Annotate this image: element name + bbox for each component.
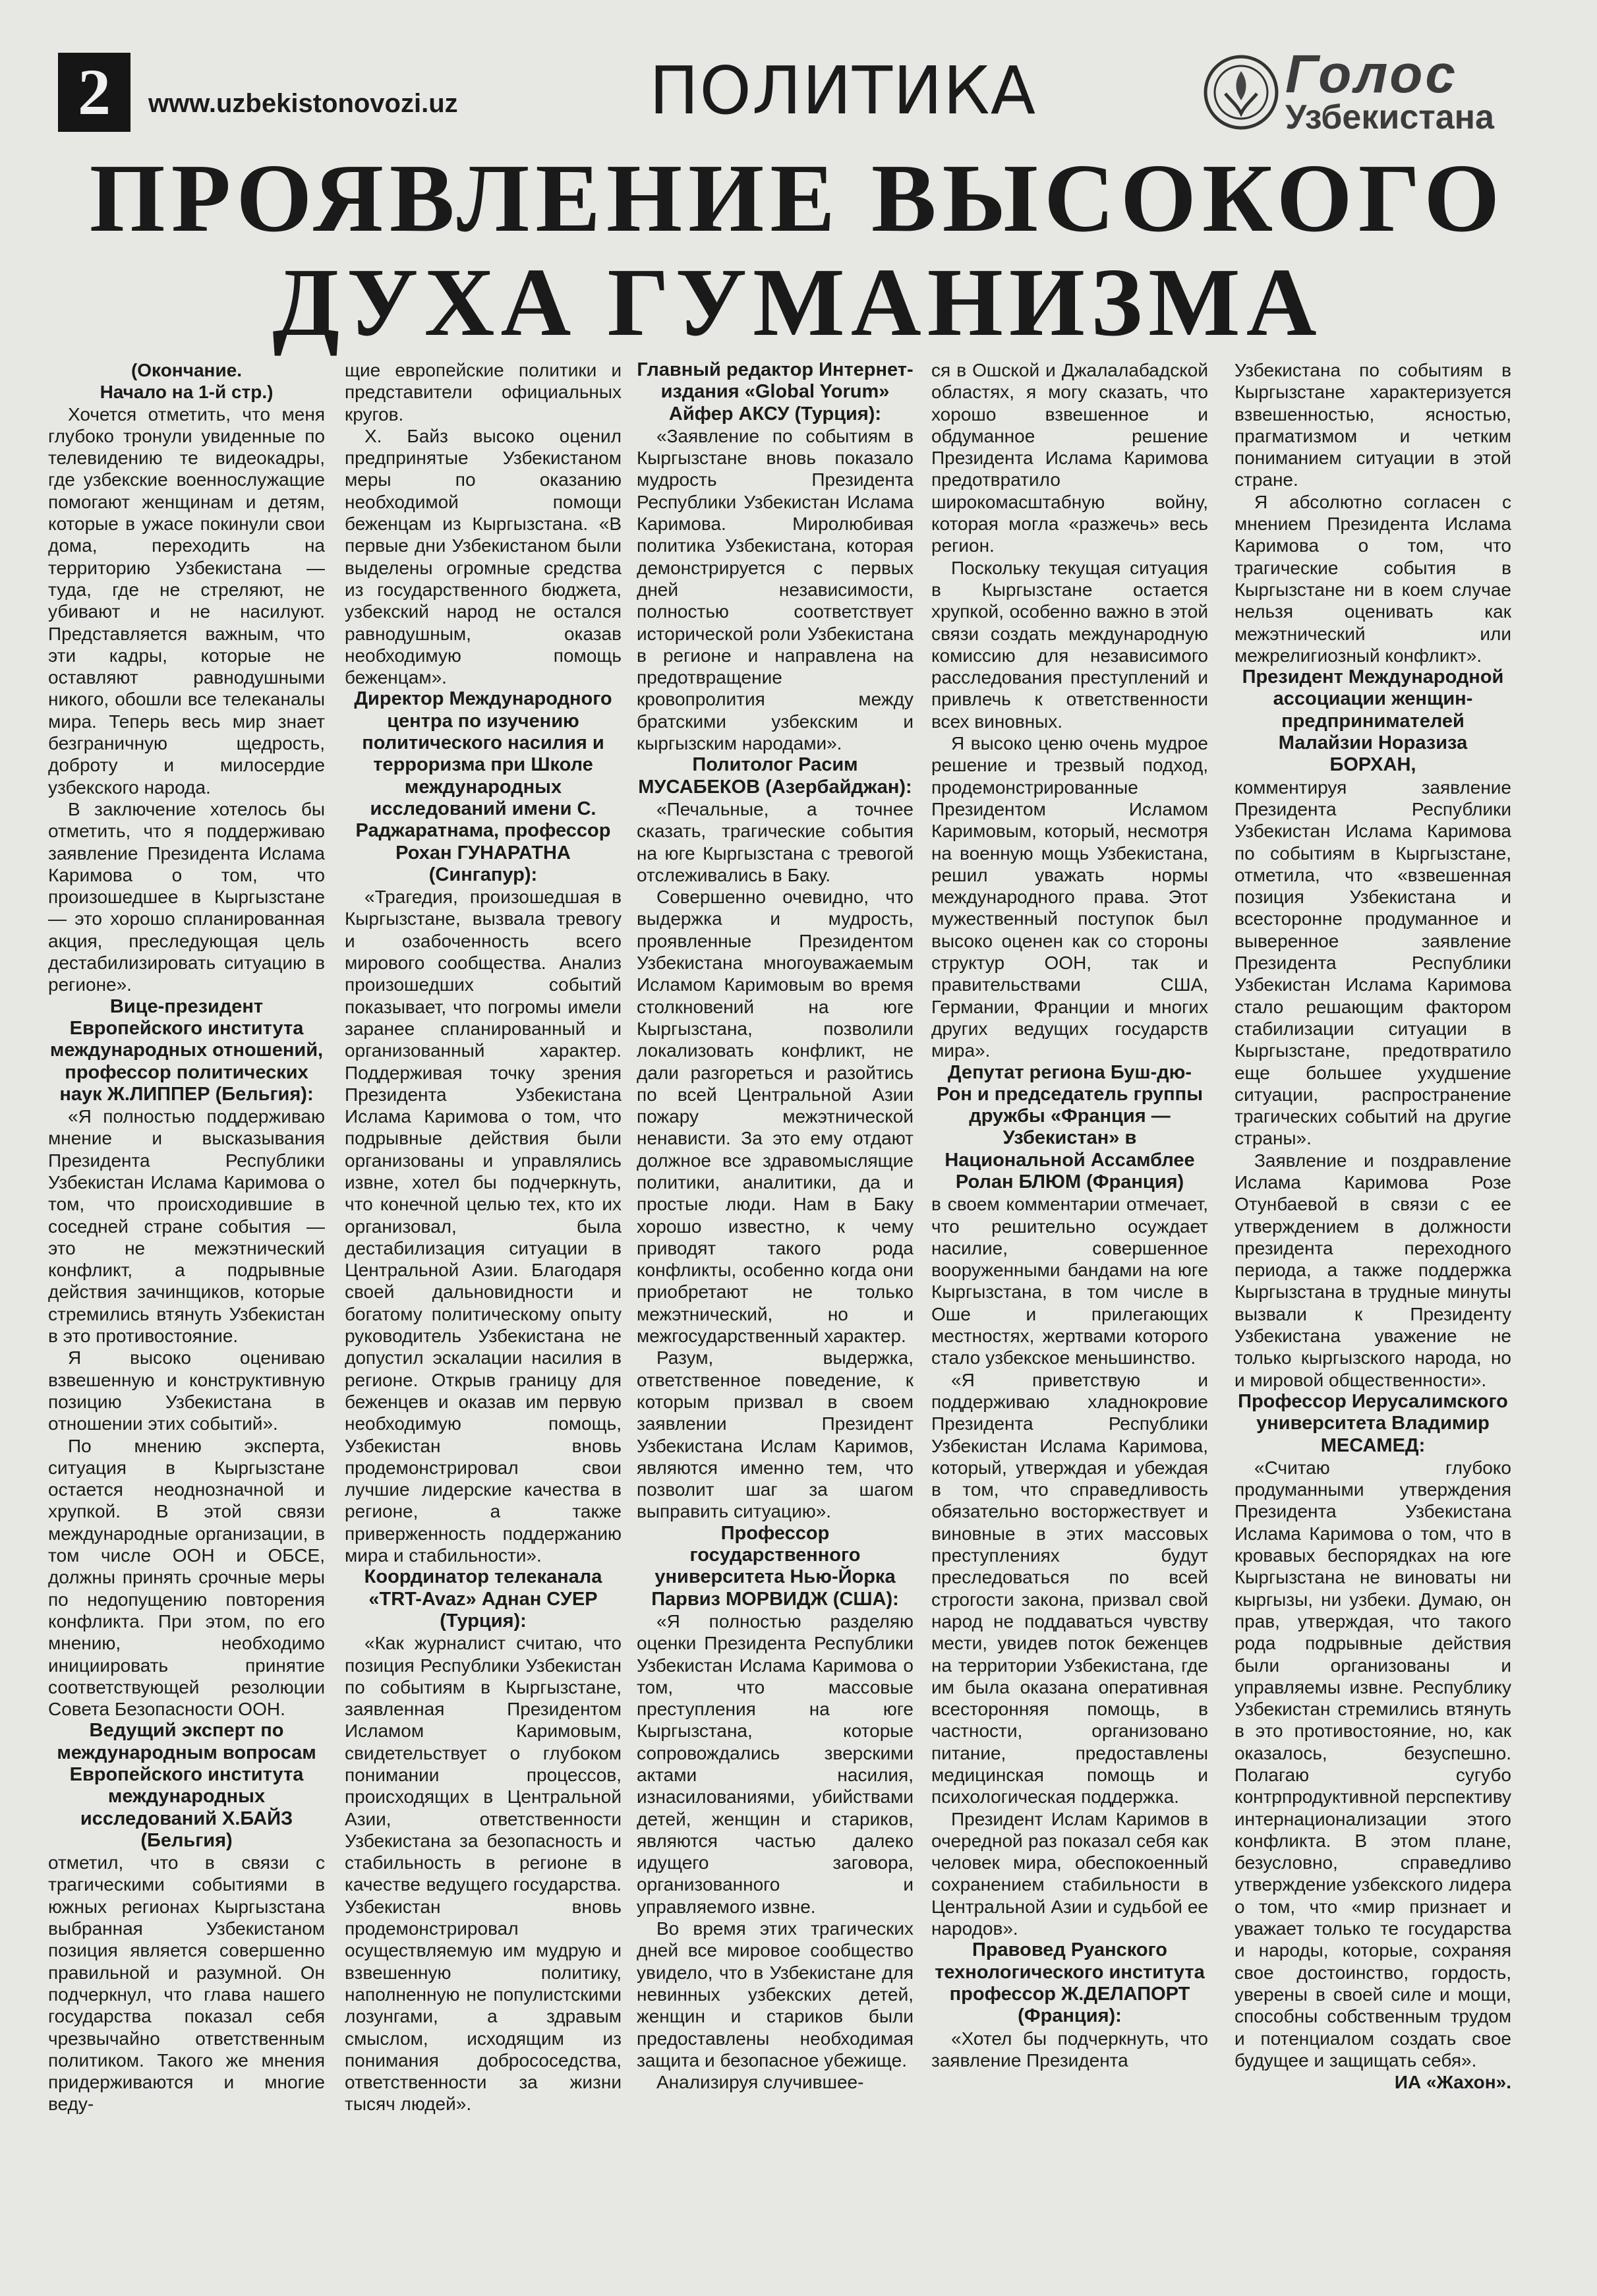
headline-line-2: ДУХА ГУМАНИЗМА — [272, 249, 1323, 357]
newspaper-logo — [1285, 44, 1555, 136]
paragraph: в своем комментарии отмечает, что решительно осуждает насилие, совершенное вооруженными бандами на юге Кыргызстана, в том числе в Оше и прилегающих местностях, жертвами которого стало узбекское меньшинство. — [931, 1194, 1208, 1369]
speaker-heading: Профессор Иерусалимского университета Владимир МЕСАМЕД: — [1238, 1390, 1508, 1456]
article-column-3 — [637, 359, 914, 2251]
logo-line-2: Узбекистана — [1285, 98, 1494, 136]
paragraph: В заключение хотелось бы отметить, что я поддерживаю заявление Президента Ислама Каримова о том, что произошедшее в Кыргызстане — это хорошо спланированная акция, преследующая цель дестабилизировать ситуацию в регионе». — [48, 798, 325, 995]
speaker-heading: Ведущий эксперт по международным вопросам Европейского института международных исследований Х.БАЙЗ (Бельгия) — [57, 1720, 316, 1851]
paragraph: Я высоко оцениваю взвешенную и конструктивную позицию Узбекистана в отношении этих событий». — [48, 1347, 325, 1434]
speaker-heading: Правовед Руанского технологического института профессор Ж.ДЕЛАПОРТ (Франция): — [935, 1939, 1205, 2027]
speaker-heading: Вице-президент Европейского института международных отношений, профессор политических наук Ж.ЛИППЕР (Бельгия): — [49, 995, 324, 1105]
masthead — [46, 46, 1555, 138]
paragraph: Я высоко ценю очень мудрое решение и трезвый подход, продемонстрированные Президентом Исламом Каримовым, который, несмотря на военную мощь Узбекистана, решил уважать нормы международного права. Этот мужественный поступок был высоко оценен как со стороны структур ООН, так и правительствами США, Германии, Франции и многих других ведущих государств мира». — [931, 733, 1208, 1061]
paragraph: «Печальные, а точнее сказать, трагические события на юге Кыргызстана с тревогой отслеживались в Баку. — [637, 798, 914, 885]
article-column-4 — [931, 359, 1208, 2251]
speaker-heading: Главный редактор Интернет-издания «Global Yorum» Айфер АКСУ (Турция): — [637, 359, 914, 425]
article-headline — [40, 146, 1555, 355]
paragraph: комментируя заявление Президента Республики Узбекистан Ислама Каримова по событиям в Кыргызстане, отметила, что «взвешенная позиция Узбекистана и всесторонне продуманное и выверенное заявление Президента Республики Узбекистан Ислама Каримова стало решающим фактором стабилизации ситуации в Кыргызстане, предотвратило еще большее ухудшение ситуации, распространение трагических событий на другие страны». — [1234, 777, 1511, 1149]
paragraph: Во время этих трагических дней все мировое сообщество увидело, что в Узбекистане для невинных узбекских детей, женщин и стариков были предоставлены необходимая защита и безопасное убежище. — [637, 1918, 914, 2071]
paragraph: По мнению эксперта, ситуация в Кыргызстане остается неоднозначной и хрупкой. В этой связи международные организации, в том числе ООН и ОБСЕ, должны принять срочные меры по недопущению повторения конфликта. При этом, по его мнению, необходимо инициировать принятие соответствующей резолюции Совета Безопасности ООН. — [48, 1435, 325, 1720]
article-column-1 — [48, 359, 325, 2251]
byline: ИА «Жахон». — [1394, 2072, 1511, 2093]
paragraph: отметил, что в связи с трагическими событиями в южных регионах Кыргызстана выбранная Узбекистаном позиция является совершенно правильной и разумной. Он подчеркнул, что глава нашего государства показал себя чрезвычайно ответственным политиком. Такого же мнения придерживаются и многие веду- — [48, 1852, 325, 2115]
speaker-heading: Депутат региона Буш-дю-Рон и председатель группы дружбы «Франция — Узбекистан» в Национальной Ассамблее Ролан БЛЮМ (Франция) — [937, 1061, 1203, 1192]
paragraph: Анализируя случившее- — [656, 2072, 864, 2093]
paragraph: «Как журналист считаю, что позиция Республики Узбекистан по событиям в Кыргызстане, заявленная Президентом Исламом Каримовым, свидетельствует о глубоком понимании процессов, происходящих в Центральной Азии, ответственности Узбекистана за безопасность и стабильность в регионе в качестве ведущего государства. Узбекистан вновь продемонстрировал осуществляемую им мудрую и взвешенную политику, наполненную не популистскими лозунгами, а здравым смыслом, исходящим из понимания добрососедства, ответственности за жизни тысяч людей». — [345, 1633, 622, 2115]
newspaper-emblem-icon — [1203, 54, 1279, 131]
paragraph: Хочется отметить, что меня глубоко тронули увиденные по телевидению те видеокадры, где узбекские военнослужащие помогают женщинам и детям, которые в ужасе покинули свои дома, переходить на территорию Узбекистана — туда, где не стреляют, не убивают и не насилуют. Представляется важным, что эти кадры, которые не оставляют равнодушными никого, обошли все телеканалы мира. Теперь весь мир знает безграничную щедрость, доброту и милосердие узбекского народа. — [48, 403, 325, 798]
speaker-heading: Координатор телеканала «TRT-Avaz» Аднан СУЕР (Турция): — [364, 1566, 602, 1632]
paragraph: Узбекистана по событиям в Кыргызстане характеризуется взвешенностью, ясностью, прагматизмом и четким пониманием ситуации в этой стране. — [1234, 360, 1511, 490]
paragraph: «Я полностью разделяю оценки Президента Республики Узбекистан Ислама Каримова о том, что массовые преступления на юге Кыргызстана, которые сопровождались зверскими актами насилия, изнасилованиями, убийствами детей, женщин и стариков, являются частью далеко идущего заговора, организованного и управляемого извне. — [637, 1610, 914, 1917]
paragraph: Президент Ислам Каримов в очередной раз показал себя как человек мира, обеспокоенный сохранением стабильности в Центральной Азии и судьбой ее народов». — [931, 1808, 1208, 1939]
paragraph: «Заявление по событиям в Кыргызстане вновь показало мудрость Президента Республики Узбекистан Ислама Каримова. Миролюбивая политика Узбекистана, которая демонстрируется с первых дней независимости, полностью соответствует исторической роли Узбекистана в регионе и направлена на предотвращение кровопролития между братскими узбекским и кыргызским народами». — [637, 425, 914, 754]
paragraph: ся в Ошской и Джалалабадской областях, я могу сказать, что хорошо взвешенное и обдуманное решение Президента Ислама Каримова предотвратило широкомасштабную войну, которая могла «разжечь» весь регион. — [931, 360, 1208, 556]
paragraph: «Я приветствую и поддерживаю хладнокровие Президента Республики Узбекистан Ислама Каримова, который, утверждая и убеждая в том, что справедливость обязательно восторжествует и виновные в этих массовых преступлениях будут преследоваться по всей строгости закона, призвал свой народ не поддаваться чувству мести, увидев поток беженцев на территории Узбекистана, где им была оказана оперативная всесторонняя помощь, в частности, организовано питание, предоставлены медицинская помощь и психологическая поддержка. — [931, 1369, 1208, 1808]
article-column-2 — [345, 359, 622, 2251]
headline-line-1: ПРОЯВЛЕНИЕ ВЫСОКОГО — [89, 144, 1506, 252]
page-number: 2 — [58, 53, 131, 132]
paragraph: «Хотел бы подчеркнуть, что заявление Президента — [931, 2028, 1208, 2071]
speaker-heading: Политолог Расим МУСАБЕКОВ (Азербайджан): — [638, 754, 912, 798]
article-column-5 — [1234, 359, 1511, 2251]
paragraph: Разум, выдержка, ответственное поведение, к которым призвал в своем заявлении Президент Узбекистана Ислам Каримов, являются именно тем, что позволит шаг за шагом выправить ситуацию». — [637, 1347, 914, 1522]
section-title: ПОЛИТИКА — [649, 52, 1037, 129]
paragraph: Совершенно очевидно, что выдержка и мудрость, проявленные Президентом Узбекистана многоуважаемым Исламом Каримовым во время столкновений на юге Кыргызстана, позволили локализовать конфликт, не дали разгореться и разойтись по всей Центральной Азии пожару межэтнической ненависти. За это ему отдают должное все здравомыслящие политики, аналитики, да и простые люди. Нам в Баку хорошо известно, к чему приводят такого рода конфликты, особенно когда они приобретают не только межэтнический, но и межгосударственный характер. — [637, 887, 914, 1347]
paragraph: Заявление и поздравление Ислама Каримова Розе Отунбаевой в связи с ее утверждением в должности президента переходного периода, а также поддержка Кыргызстана в трудные минуты вызвали к Президенту Узбекистана уважение не только кыргызского народа, но и мировой общественности». — [1234, 1150, 1511, 1390]
paragraph: «Считаю глубоко продуманными утверждения Президента Узбекистана Ислама Каримова о том, что в кровавых беспорядках на юге Кыргызстана не виноваты ни кыргызы, ни узбеки. Думаю, он прав, утверждая, что такого рода подрывные действия были организованы и управляемы извне. Республику Узбекистан стремились втянуть в это противостояние, но, как оказалось, безуспешно. Полагаю сугубо контрпродуктивной перспективу интернационализации этого конфликта. В этом плане, безусловно, справедливо утверждение узбекского лидера о том, что «мир признает и уважает только те государства и народы, которые, сохраняя свое достоинство, гордость, уверены в своей силе и мощи, способны собственным трудом и потенциалом создать свое будущее и защищать себя». — [1234, 1457, 1511, 2071]
speaker-heading: Профессор государственного университета Нью-Йорка Парвиз МОРВИДЖ (США): — [651, 1522, 899, 1610]
logo-line-1: Голос — [1285, 44, 1458, 104]
website-url[interactable]: www.uzbekistonovozi.uz — [148, 89, 458, 118]
paragraph: Я абсолютно согласен с мнением Президента Ислама Каримова о том, что трагические события в Кыргызстане ни в коем случае нельзя оценивать как межэтнический или межрелигиозный конфликт». — [1234, 491, 1511, 666]
paragraph: Х. Байз высоко оценил предпринятые Узбекистаном меры по оказанию необходимой помощи беженцам из Кыргызстана. «В первые дни Узбекистаном были выделены огромные средства из государственного бюджета, узбекский народ не остался равнодушным, оказав необходимую помощь беженцам». — [345, 425, 622, 688]
paragraph: щие европейские политики и представители официальных кругов. — [345, 360, 622, 425]
paragraph: Поскольку текущая ситуация в Кыргызстане остается хрупкой, особенно важно в этой связи создать международную комиссию для независимого расследования преступлений и привлечь к ответственности всех виновных. — [931, 557, 1208, 732]
paragraph: «Трагедия, произошедшая в Кыргызстане, вызвала тревогу и озабоченность всего мирового сообщества. Анализ произошедших событий показывает, что погромы имели заранее спланированный и организованный характер. Поддерживая точку зрения Президента Узбекистана Ислама Каримова о том, что подрывные действия были организованы и управлялись извне, хотел бы подчеркнуть, что конечной целью тех, кто их организовал, была дестабилизация ситуации в Центральной Азии. Благодаря своей дальновидности и богатому политическому опыту руководитель Узбекистана не допустил эскалации насилия в регионе. Открыв границу для беженцев и оказав им первую необходимую помощь, Узбекистан вновь продемонстрировал свои лучшие лидерские качества в регионе, а также приверженность поддержанию мира и стабильности». — [345, 887, 622, 1566]
continuation-note: (Окончание. Начало на 1-й стр.) — [100, 360, 274, 403]
speaker-heading: Директор Международного центра по изучению политического насилия и терроризма при Школе международных исследований имени С. Раджаратнама, профессор Рохан ГУНАРАТНА (Сингапур): — [354, 688, 612, 885]
paragraph: «Я полностью поддерживаю мнение и высказывания Президента Республики Узбекистан Ислама Каримова о том, что происходившие в соседней стране события — это не межэтнический конфликт, а подрывные действия зачинщиков, которые стремились втянуть Узбекистан в это противостояние. — [48, 1106, 325, 1347]
speaker-heading: Президент Международной ассоциации женщин-предпринимателей Малайзии Норазиза БОРХАН, — [1242, 666, 1504, 776]
